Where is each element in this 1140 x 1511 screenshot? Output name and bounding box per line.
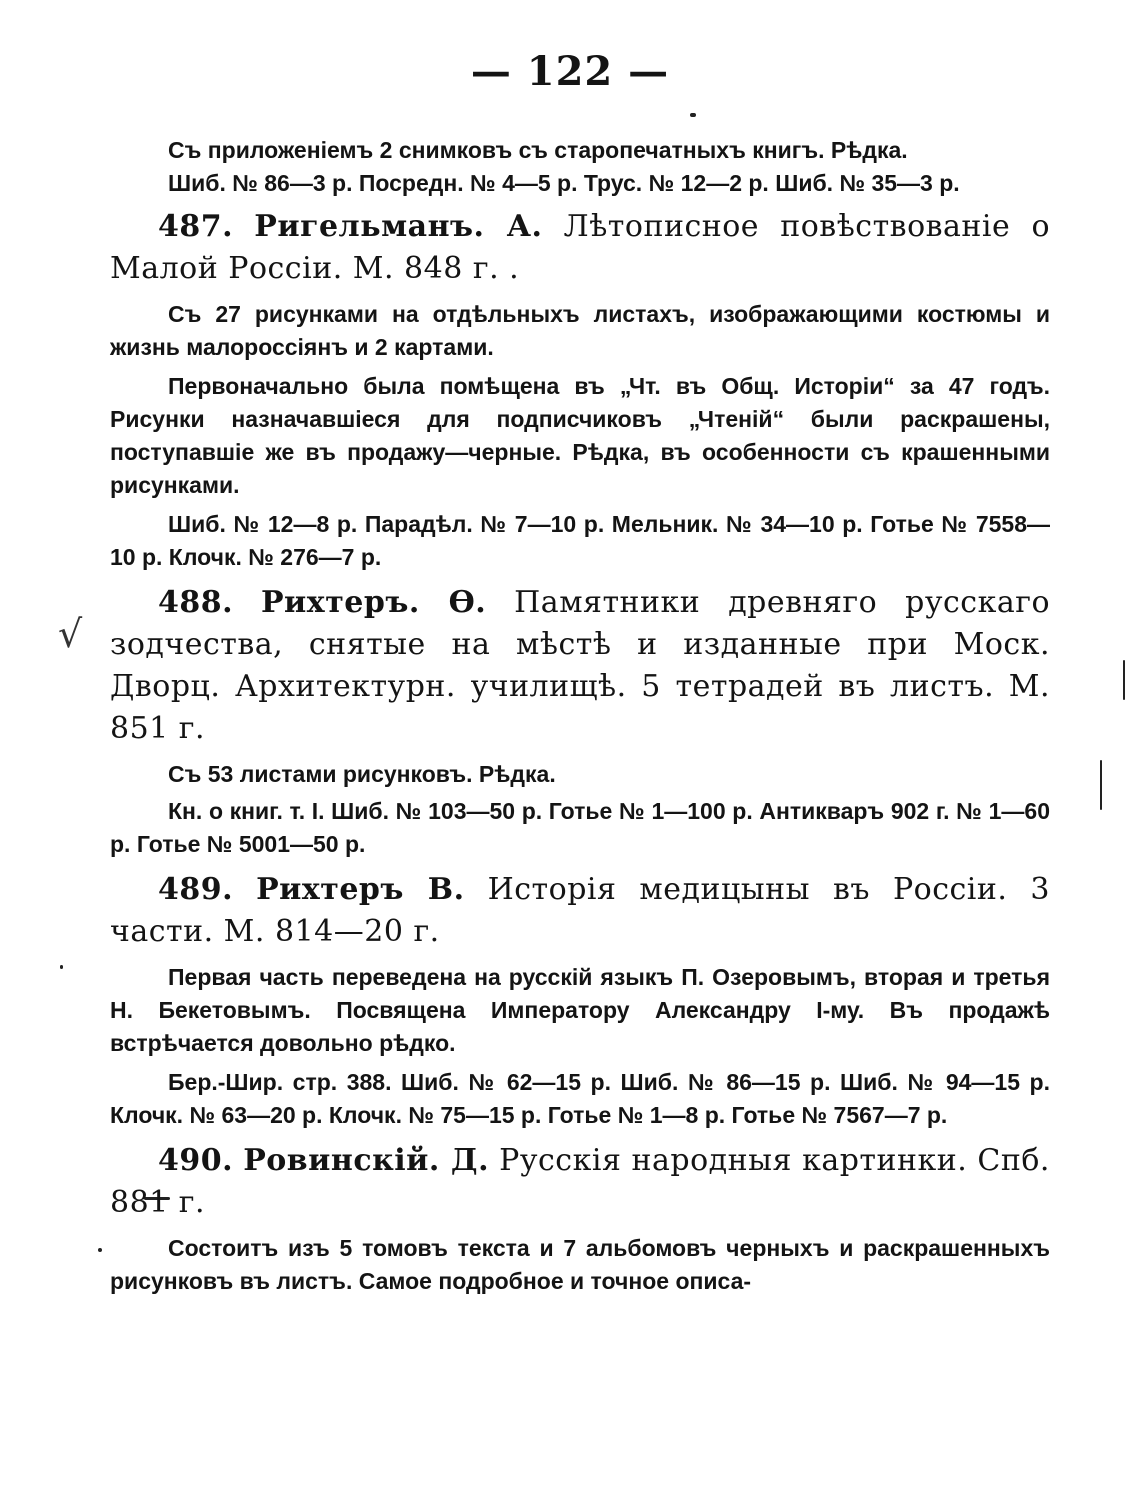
catalog-entry-487 (110, 206, 1050, 290)
entry-number: 488. (158, 585, 234, 620)
entry-author: Рихтеръ. Ѳ. (261, 585, 487, 620)
entry-title: Русскія народныя картинки. Спб. 881 г. (110, 1143, 1050, 1220)
entry-author: Ровинскій. Д. (243, 1143, 490, 1178)
note-text: Первоначально была помѣщена въ „Чт. въ Общ. Исторіи“ за 47 годъ. Рисунки назначавшіеся для подписчиковъ „Чтеній“ были раскрашены, поступавшіе же въ продажу—черные. Рѣдка, въ особенности съ крашенными рисунками. (110, 373, 1050, 498)
entry-author: Ригельманъ. А. (254, 209, 543, 244)
note-text: Съ 27 рисунками на отдѣльныхъ листахъ, изображающими костюмы и жизнь малороссіянъ и 2 картами. (110, 301, 1050, 360)
note-text: Шиб. № 86—3 р. Посредн. № 4—5 р. Трус. № 12—2 р. Шиб. № 35—3 р. (168, 170, 960, 196)
print-speck (690, 113, 696, 117)
page-number: — 122 — (470, 48, 670, 95)
entry-number: 487. (158, 209, 234, 244)
catalog-entry-490 (110, 1140, 1050, 1224)
entry-number: 490. (158, 1143, 234, 1178)
note-text: Бер.-Шир. стр. 388. Шиб. № 62—15 р. Шиб. № 86—15 р. Шиб. № 94—15 р. Клочк. № 63—20 р. Клочк. № 75—15 р. Готье № 1—8 р. Готье № 7567—7 р. (110, 1069, 1050, 1128)
entry-author: Рихтеръ В. (256, 872, 465, 907)
note-text: Съ приложеніемъ 2 снимковъ съ старопечатныхъ книгъ. Рѣдка. (168, 137, 908, 163)
print-speck (98, 1248, 102, 1252)
margin-check-mark: √ (58, 612, 83, 656)
text-column (110, 134, 1050, 1298)
note-text: Состоитъ изъ 5 томовъ текста и 7 альбомовъ черныхъ и раскрашенныхъ рисунковъ въ листъ. Самое подробное и точное описа- (110, 1235, 1050, 1294)
note-text: Кн. о книг. т. I. Шиб. № 103—50 р. Готье № 1—100 р. Антикваръ 902 г. № 1—60 р. Готье № 5001—50 р. (110, 798, 1050, 857)
catalog-entry-488 (110, 582, 1050, 750)
print-speck (1100, 760, 1102, 810)
print-speck (1123, 660, 1125, 700)
entry-title: Памятники древняго русскаго зодчества, снятые на мѣстѣ и изданные при Моск. Дворц. Архитектурн. училищѣ. 5 тетрадей въ листъ. М. 851 г. (110, 585, 1051, 746)
catalog-entry-489 (110, 869, 1050, 953)
entry-number: 489. (158, 872, 234, 907)
note-text: Съ 53 листами рисунковъ. Рѣдка. (168, 761, 556, 787)
entry-title: Лѣтописное повѣствованіе о Малой Россіи. М. 848 г. . (110, 209, 1051, 286)
note-text: Шиб. № 12—8 р. Парадѣл. № 7—10 р. Мельник. № 34—10 р. Готье № 7558—10 р. Клочк. № 276—7 р. (110, 511, 1050, 570)
print-speck (60, 965, 63, 969)
note-text: Первая часть переведена на русскій языкъ П. Озеровымъ, вторая и третья Н. Бекетовымъ. Посвящена Императору Александру I-му. Въ продажѣ встрѣчается довольно рѣдко. (110, 964, 1050, 1056)
entry-title: Исторія медицыны въ Россіи. 3 части. М. 814—20 г. (110, 872, 1050, 949)
